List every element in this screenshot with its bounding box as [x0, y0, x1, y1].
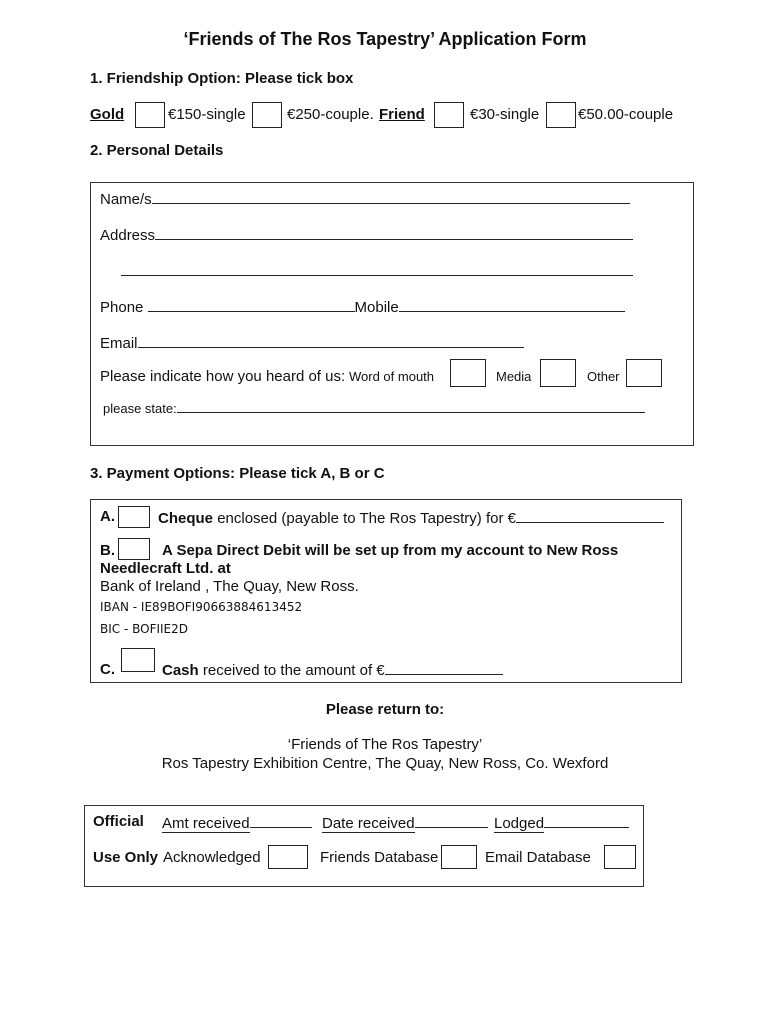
- option-b-label: B.: [100, 542, 115, 559]
- section1-heading: 1. Friendship Option: Please tick box: [90, 70, 354, 87]
- name-field[interactable]: [100, 189, 630, 208]
- date-received-label: Date received: [322, 815, 415, 832]
- option-b-text-1: A Sepa Direct Debit will be set up from my account to New Ross: [162, 542, 619, 559]
- gold-single-checkbox[interactable]: [135, 102, 165, 128]
- please-state-field[interactable]: [103, 401, 645, 416]
- cheque-text: enclosed (payable to The Ros Tapestry) for €: [217, 510, 516, 527]
- option-c-checkbox[interactable]: [121, 648, 155, 672]
- email-database-label: Email Database: [485, 849, 591, 866]
- cheque-label: Cheque: [158, 510, 214, 527]
- address-line-2[interactable]: [121, 261, 633, 280]
- amt-received-field[interactable]: [162, 813, 312, 832]
- gold-label: Gold: [90, 106, 125, 123]
- cash-label: Cash: [162, 662, 199, 679]
- option-a-text[interactable]: [158, 508, 664, 527]
- lodged-label: Lodged: [494, 815, 545, 832]
- return-heading: Please return to:: [325, 701, 445, 718]
- heard-label: Please indicate how you heard of us:: [100, 368, 346, 385]
- other-checkbox[interactable]: [626, 359, 662, 387]
- address-field[interactable]: [100, 225, 633, 244]
- option-a-checkbox[interactable]: [118, 506, 150, 528]
- friend-single-label: €30-single: [470, 106, 540, 123]
- email-database-checkbox[interactable]: [604, 845, 636, 869]
- option-b-text-2: Needlecraft Ltd. at: [100, 560, 231, 577]
- iban-text: IBAN - IE89BOFI90663884613452: [100, 600, 303, 614]
- email-label: Email: [100, 335, 138, 352]
- friend-label: Friend: [379, 106, 425, 123]
- return-line-1: ‘Friends of The Ros Tapestry’: [287, 736, 483, 753]
- media-checkbox[interactable]: [540, 359, 576, 387]
- acknowledged-label: Acknowledged: [163, 849, 261, 866]
- option-c-label: C.: [100, 661, 115, 678]
- gold-single-label: €150-single: [168, 106, 246, 123]
- bic-text: BIC - BOFIIE2D: [100, 622, 189, 636]
- friend-couple-checkbox[interactable]: [546, 102, 576, 128]
- option-a-label: A.: [100, 508, 115, 525]
- official-label: Official: [93, 813, 144, 830]
- other-label: Other: [587, 369, 620, 384]
- return-line-2: Ros Tapestry Exhibition Centre, The Quay, New Ross, Co. Wexford: [161, 755, 609, 772]
- page-title: ‘Friends of The Ros Tapestry’ Application Form: [183, 29, 587, 49]
- friends-database-checkbox[interactable]: [441, 845, 477, 869]
- friend-couple-label: €50.00-couple: [578, 106, 674, 123]
- amt-received-label: Amt received: [162, 815, 250, 832]
- please-state-label: please state:: [103, 401, 177, 416]
- address-label: Address: [100, 227, 156, 244]
- friend-single-checkbox[interactable]: [434, 102, 464, 128]
- option-b-checkbox[interactable]: [118, 538, 150, 560]
- name-label: Name/s: [100, 191, 152, 208]
- phone-label: Phone: [100, 299, 144, 316]
- option-c-text[interactable]: [162, 660, 503, 679]
- friends-database-label: Friends Database: [320, 849, 439, 866]
- mobile-label: Mobile: [354, 299, 399, 316]
- date-received-field[interactable]: [322, 813, 488, 832]
- lodged-field[interactable]: [494, 813, 629, 832]
- phone-field[interactable]: [100, 297, 625, 316]
- acknowledged-checkbox[interactable]: [268, 845, 308, 869]
- gold-couple-checkbox[interactable]: [252, 102, 282, 128]
- media-label: Media: [496, 369, 532, 384]
- section3-heading: 3. Payment Options: Please tick A, B or C: [90, 465, 385, 482]
- word-of-mouth-label: Word of mouth: [349, 369, 435, 384]
- use-only-label: Use Only: [93, 849, 159, 866]
- section2-heading: 2. Personal Details: [90, 142, 224, 159]
- bank-text: Bank of Ireland , The Quay, New Ross.: [100, 578, 359, 595]
- email-field[interactable]: [100, 333, 524, 352]
- word-of-mouth-checkbox[interactable]: [450, 359, 486, 387]
- cash-text: received to the amount of €: [202, 662, 385, 679]
- gold-couple-label: €250-couple.: [287, 106, 374, 123]
